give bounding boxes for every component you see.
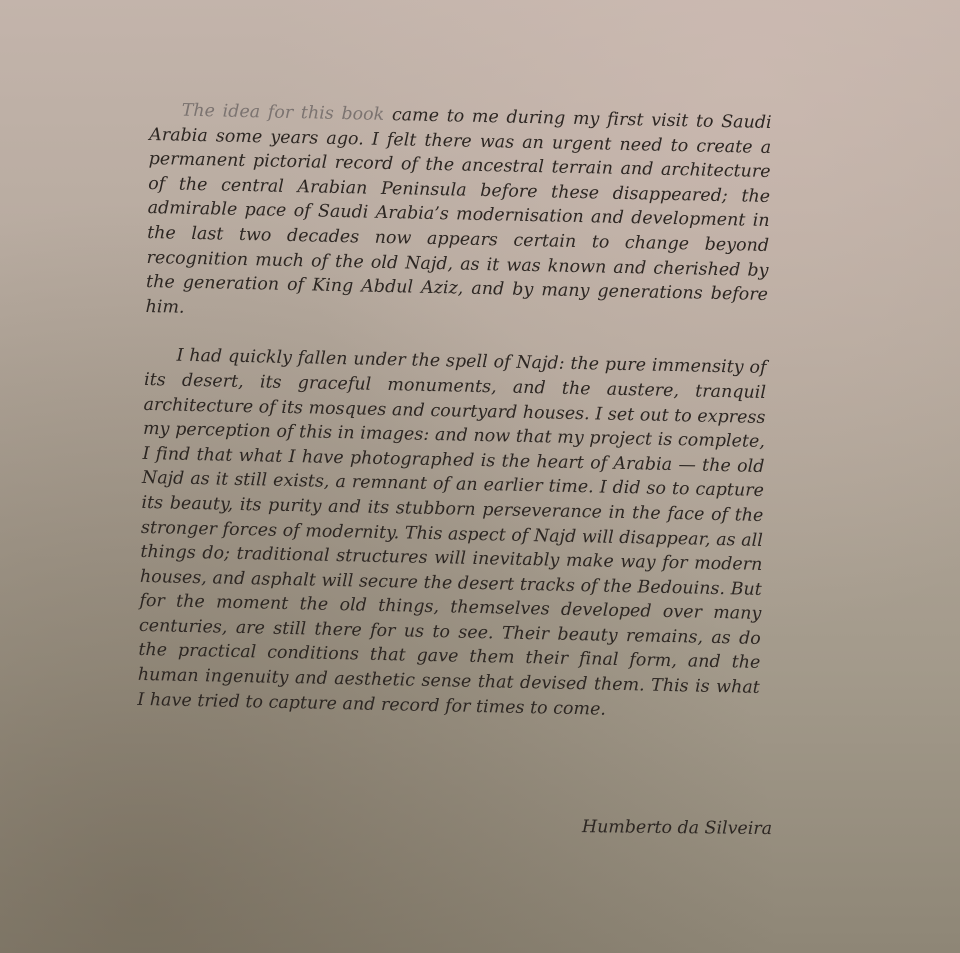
author-signature: Humberto da Silveira (581, 817, 773, 840)
paragraph-2: I had quickly fallen under the spell of Najd: the pure immensity of its desert, its graceful monuments, and the austere, tranquil architecture of its mosques and courtyard houses. I set out to express my perception of this in images: and now that my project is complete, I find that what I have photographed is the heart of Arabia — the old Najd as it still exists, a remnant of an earlier time. I did so to capture its beauty, its purity and its stubborn perseverance in the face of the stronger forces of modernity. This aspect of Najd will disappear, as all things do; traditional structures will inevitably make way for modern houses, and asphalt will secure the desert tracks of the Bedouins. But for the moment the old things, themselves developed over many centuries, are still there for us to see. Their beauty remains, as do the practical conditions that gave them their final form, and the human ingenuity and aesthetic sense that devised them. This is what I have tried to capture and record for times to come. (137, 345, 767, 720)
paragraph-1-faded-start: The idea for this book (181, 100, 385, 125)
paragraph-1 (145, 98, 771, 332)
paragraph-1-body: came to me during my first visit to Saudi Arabia some years ago. I felt there was an urgent need to create a permanent pictorial record of the ancestral terrain and architecture of the central Arabian Peninsula before these disappeared; the admirable pace of Saudi Arabia’s modernisation and development in the last two decades now appears certain to change beyond recognition much of the old Najd, as it was known and cherished by the generation of King Abdul Aziz, and by many generations before him. (145, 104, 772, 318)
preface-text (137, 98, 772, 725)
